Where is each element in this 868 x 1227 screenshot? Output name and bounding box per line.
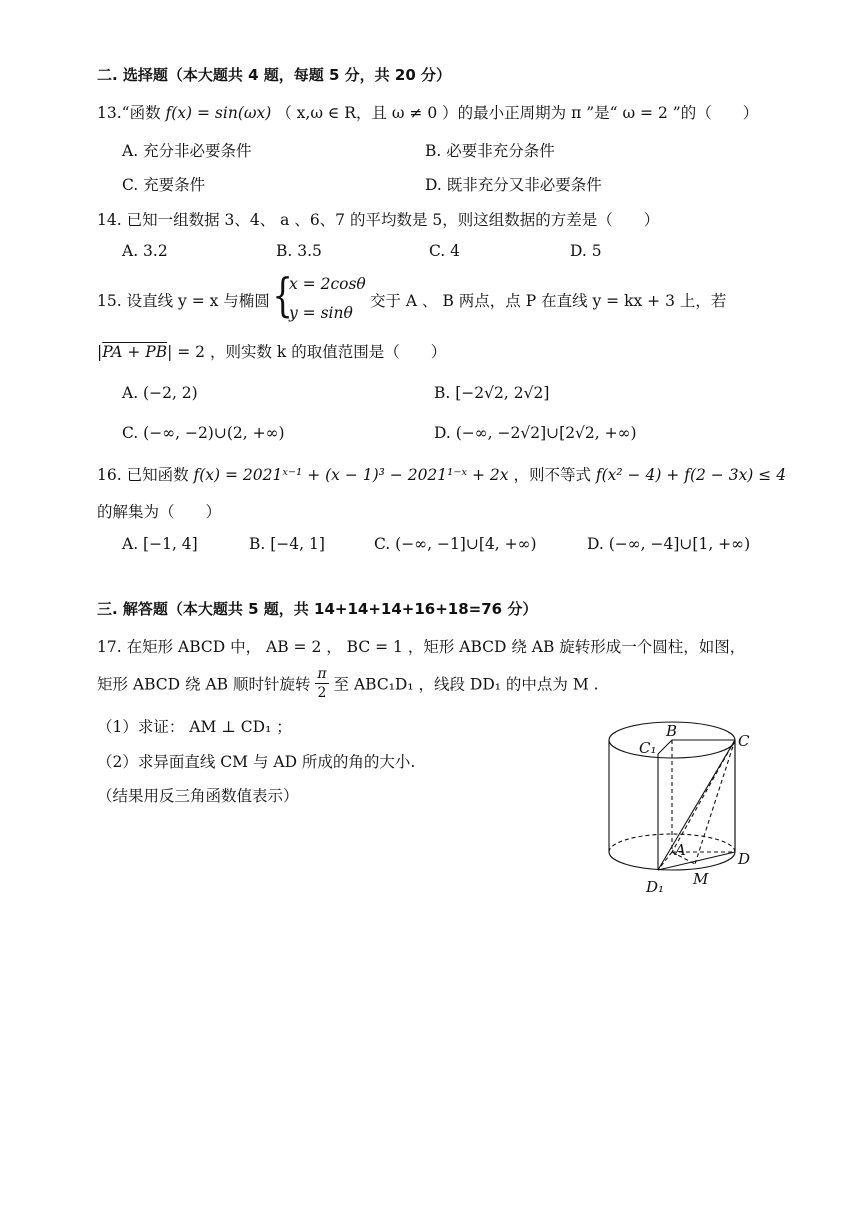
- q15-option-a[interactable]: A. (−2, 2): [122, 384, 198, 402]
- cylinder-figure: [600, 712, 770, 902]
- q14-option-d[interactable]: D. 5: [570, 242, 602, 260]
- section-2-heading: 二. 选择题（本大题共 4 题，每题 5 分，共 20 分）: [97, 66, 452, 84]
- q17-note: （结果用反三角函数值表示）: [97, 787, 299, 805]
- abs-bar: |: [97, 343, 103, 361]
- label-a: A: [675, 841, 686, 859]
- q15-option-c[interactable]: C. (−∞, −2)∪(2, +∞): [122, 424, 285, 442]
- q13-option-d[interactable]: D. 既非充分又非必要条件: [425, 176, 602, 194]
- q16-function: f(x) = 2021ˣ⁻¹ + (x − 1)³ − 2021¹⁻ˣ + 2x: [193, 466, 509, 484]
- system-brace: {: [272, 268, 293, 322]
- q16-inequality: f(x² − 4) + f(2 − 3x) ≤ 4: [595, 466, 787, 484]
- q13-function: f(x) = sin(ωx): [165, 104, 272, 122]
- section-3-heading: 三. 解答题（本大题共 5 题，共 14+14+14+16+18=76 分）: [97, 600, 538, 618]
- q17-line2-b: 至 ABC₁D₁ ，线段 DD₁ 的中点为 M .: [333, 675, 599, 694]
- fraction-numerator: π: [317, 666, 327, 682]
- q16-option-a[interactable]: A. [−1, 4]: [122, 535, 198, 553]
- question-17-line-2: [97, 667, 599, 700]
- q15-stem-line-2: [97, 340, 446, 362]
- question-13-stem: [97, 101, 758, 123]
- segment-c-m: [695, 740, 735, 864]
- q15-option-b[interactable]: B. [−2√2, 2√2]: [434, 384, 550, 402]
- q15-system-top: x = 2cosθ: [289, 275, 366, 293]
- label-d1: D₁: [646, 878, 665, 896]
- q14-option-c[interactable]: C. 4: [429, 242, 461, 260]
- q17-part-2: （2）求异面直线 CM 与 AD 所成的角的大小.: [97, 753, 416, 771]
- q15-stem-part-a: 15. 设直线 y = x 与椭圆: [97, 292, 270, 310]
- q14-option-b[interactable]: B. 3.5: [276, 242, 322, 260]
- question-14-stem: 14. 已知一组数据 3、4、 a 、6、7 的平均数是 5，则这组数据的方差是（ ）: [97, 211, 660, 229]
- q16-option-d[interactable]: D. (−∞, −4]∪[1, +∞): [587, 535, 751, 553]
- question-16-stem-line-1: [97, 463, 786, 485]
- label-d: D: [738, 850, 751, 868]
- pi-over-two-fraction: [315, 667, 328, 700]
- q16-option-b[interactable]: B. [−4, 1]: [249, 535, 325, 553]
- q15-vector-sum: PA + PB: [102, 343, 168, 361]
- question-17-line-1: 17. 在矩形 ABCD 中， AB = 2 ， BC = 1 ，矩形 ABCD 绕 AB 旋转形成一个圆柱，如图，: [97, 638, 746, 656]
- q16-stem-a: 16. 已知函数: [97, 466, 189, 484]
- q15-stem-part-b: 交于 A 、 B 两点，点 P 在直线 y = kx + 3 上，若: [370, 292, 727, 310]
- q15-stem-rest: | = 2 ，则实数 k 的取值范围是（ ）: [167, 343, 447, 361]
- label-c1: C₁: [639, 739, 657, 757]
- segment-c1-b: [658, 740, 672, 754]
- q15-option-d[interactable]: D. (−∞, −2√2]∪[2√2, +∞): [434, 424, 637, 442]
- bottom-ellipse-back: [609, 834, 735, 852]
- q14-option-a[interactable]: A. 3.2: [122, 242, 168, 260]
- label-m: M: [693, 870, 709, 888]
- q13-option-a[interactable]: A. 充分非必要条件: [122, 142, 252, 160]
- bottom-ellipse-front: [609, 852, 735, 870]
- q13-option-c[interactable]: C. 充要条件: [122, 176, 206, 194]
- q16-option-c[interactable]: C. (−∞, −1]∪[4, +∞): [374, 535, 537, 553]
- q13-stem-part-b: （ x,ω ∈ R，且 ω ≠ 0 ）的最小正周期为 π ”是“ ω = 2 ”的（ ）: [276, 104, 759, 122]
- fraction-denominator: 2: [317, 685, 327, 701]
- q15-system-bottom: y = sinθ: [289, 304, 353, 322]
- segment-c-d1: [658, 740, 735, 870]
- q13-stem-part-a: 13.“函数: [97, 104, 161, 122]
- question-16-stem-line-2: 的解集为（ ）: [97, 503, 222, 521]
- q16-stem-b: ，则不等式: [513, 466, 591, 484]
- q17-part-1: （1）求证： AM ⊥ CD₁ ；: [97, 718, 292, 736]
- q13-option-b[interactable]: B. 必要非充分条件: [425, 142, 555, 160]
- label-b: B: [666, 722, 678, 740]
- q17-line2-a: 矩形 ABCD 绕 AB 顺时针旋转: [97, 675, 311, 694]
- label-c: C: [738, 732, 750, 750]
